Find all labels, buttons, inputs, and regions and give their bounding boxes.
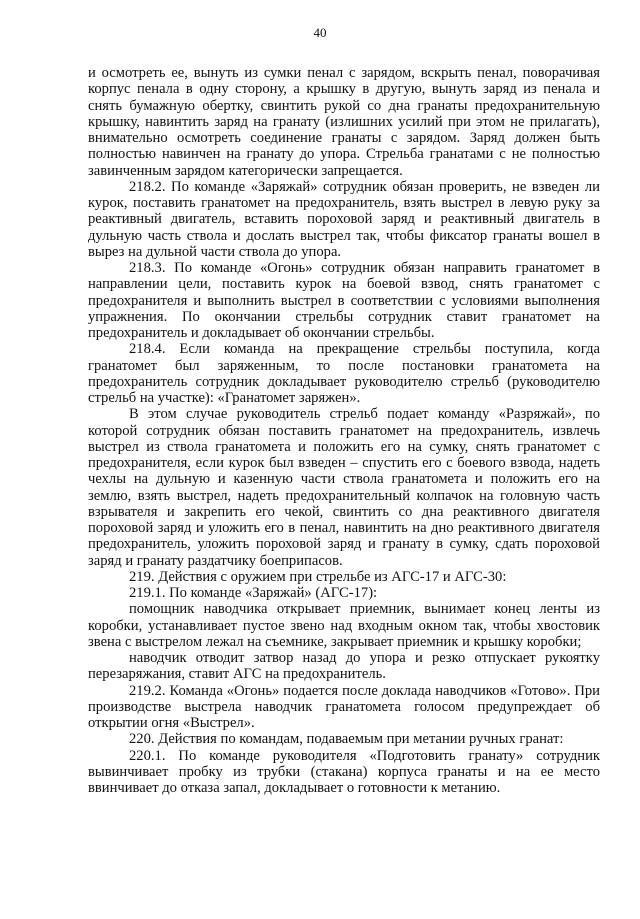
paragraph-gunner: наводчик отводит затвор назад до упора и резко отпускает рукоятку перезаряжания, ставит АГС на предохранитель. xyxy=(88,650,600,683)
paragraph-219: 219. Действия с оружием при стрельбе из АГС-17 и АГС-30: xyxy=(129,568,507,585)
paragraph-unload-procedure: В этом случае руководитель стрельб подает команду «Разряжай», по которой сотрудник обязан поставить гранатомет на предохранитель, извлечь выстрел из ствола гранатомета и положить его на сумку, снять гранатомет с предохранителя, если курок был взведен – спустить его с боевого взвода, надеть чехлы на дульную и казенную части ствола гранатомета и положить его на землю, взять выстрел, надеть предохранительный колпачок на головную часть взрывателя и закрепить его чекой, свинтить со дна реактивного двигателя пороховой заряд и уложить его в пенал, навинтить на дно реактивного двигателя предохранитель, уложить пороховой заряд и гранату в сумку, сдать пороховой заряд и гранату раздатчику боеприпасов. xyxy=(88,406,600,569)
paragraph-218-2: 218.2. По команде «Заряжай» сотрудник обязан проверить, не взведен ли курок, поставить гранатомет на предохранитель, взять выстрел в левую руку за реактивный двигатель, вставить пороховой заряд и реактивный двигатель в дульную часть ствола и дослать выстрел так, чтобы фиксатор гранаты вошел в вырез на дульной части ствола до упора. xyxy=(88,178,600,260)
page-number: 40 xyxy=(313,25,327,40)
paragraph-assistant-gunner: помощник наводчика открывает приемник, вынимает конец ленты из коробки, устанавливает пустое звено над входным окном так, чтобы хвостовик звена с выстрелом лежал на съемнике, закрывает приемник и крышку коробки; xyxy=(88,601,600,650)
paragraph-220: 220. Действия по командам, подаваемым при метании ручных гранат: xyxy=(129,731,564,748)
paragraph-218-4: 218.4. Если команда на прекращение стрельбы поступила, когда гранатомет был заряженным, то после постановки гранатомета на предохранитель сотрудник докладывает руководителю стрельб (руководителю стрельб на участке): «Гранатомет заряжен». xyxy=(88,341,600,406)
paragraph-grenade-charge-continuation: и осмотреть ее, вынуть из сумки пенал с зарядом, вскрыть пенал, поворачивая корпус пенала в одну сторону, а крышку в другую, вынуть заряд из пенала и снять бумажную обертку, свинтить рукой со дна гранаты предохранительную крышку, навинтить заряд на гранату (излишних усилий при этом не прилагать), внимательно осмотреть соединение гранаты с зарядом. Заряд должен быть полностью навинчен на гранату до упора. Стрельба гранатами с не полностью завинченным зарядом категорически запрещается. xyxy=(88,65,600,179)
document-body xyxy=(88,65,600,796)
paragraph-218-3: 218.3. По команде «Огонь» сотрудник обязан направить гранатомет в направлении цели, поставить курок на боевой взвод, снять гранатомет с предохранителя и выполнить выстрел в соответствии с условиями выполнения упражнения. По окончании стрельбы сотрудник ставит гранатомет на предохранитель и докладывает об окончании стрельбы. xyxy=(88,260,600,341)
paragraph-220-1: 220.1. По команде руководителя «Подготовить гранату» сотрудник вывинчивает пробку из трубки (стакана) корпуса гранаты и на ее место ввинчивает до отказа запал, докладывает о готовности к метанию. xyxy=(88,747,600,796)
paragraph-219-2: 219.2. Команда «Огонь» подается после доклада наводчиков «Готово». При производстве выстрела наводчик гранатомета голосом предупреждает об открытии огня «Выстрел». xyxy=(88,682,600,731)
paragraph-219-1: 219.1. По команде «Заряжай» (АГС-17): xyxy=(129,585,378,601)
